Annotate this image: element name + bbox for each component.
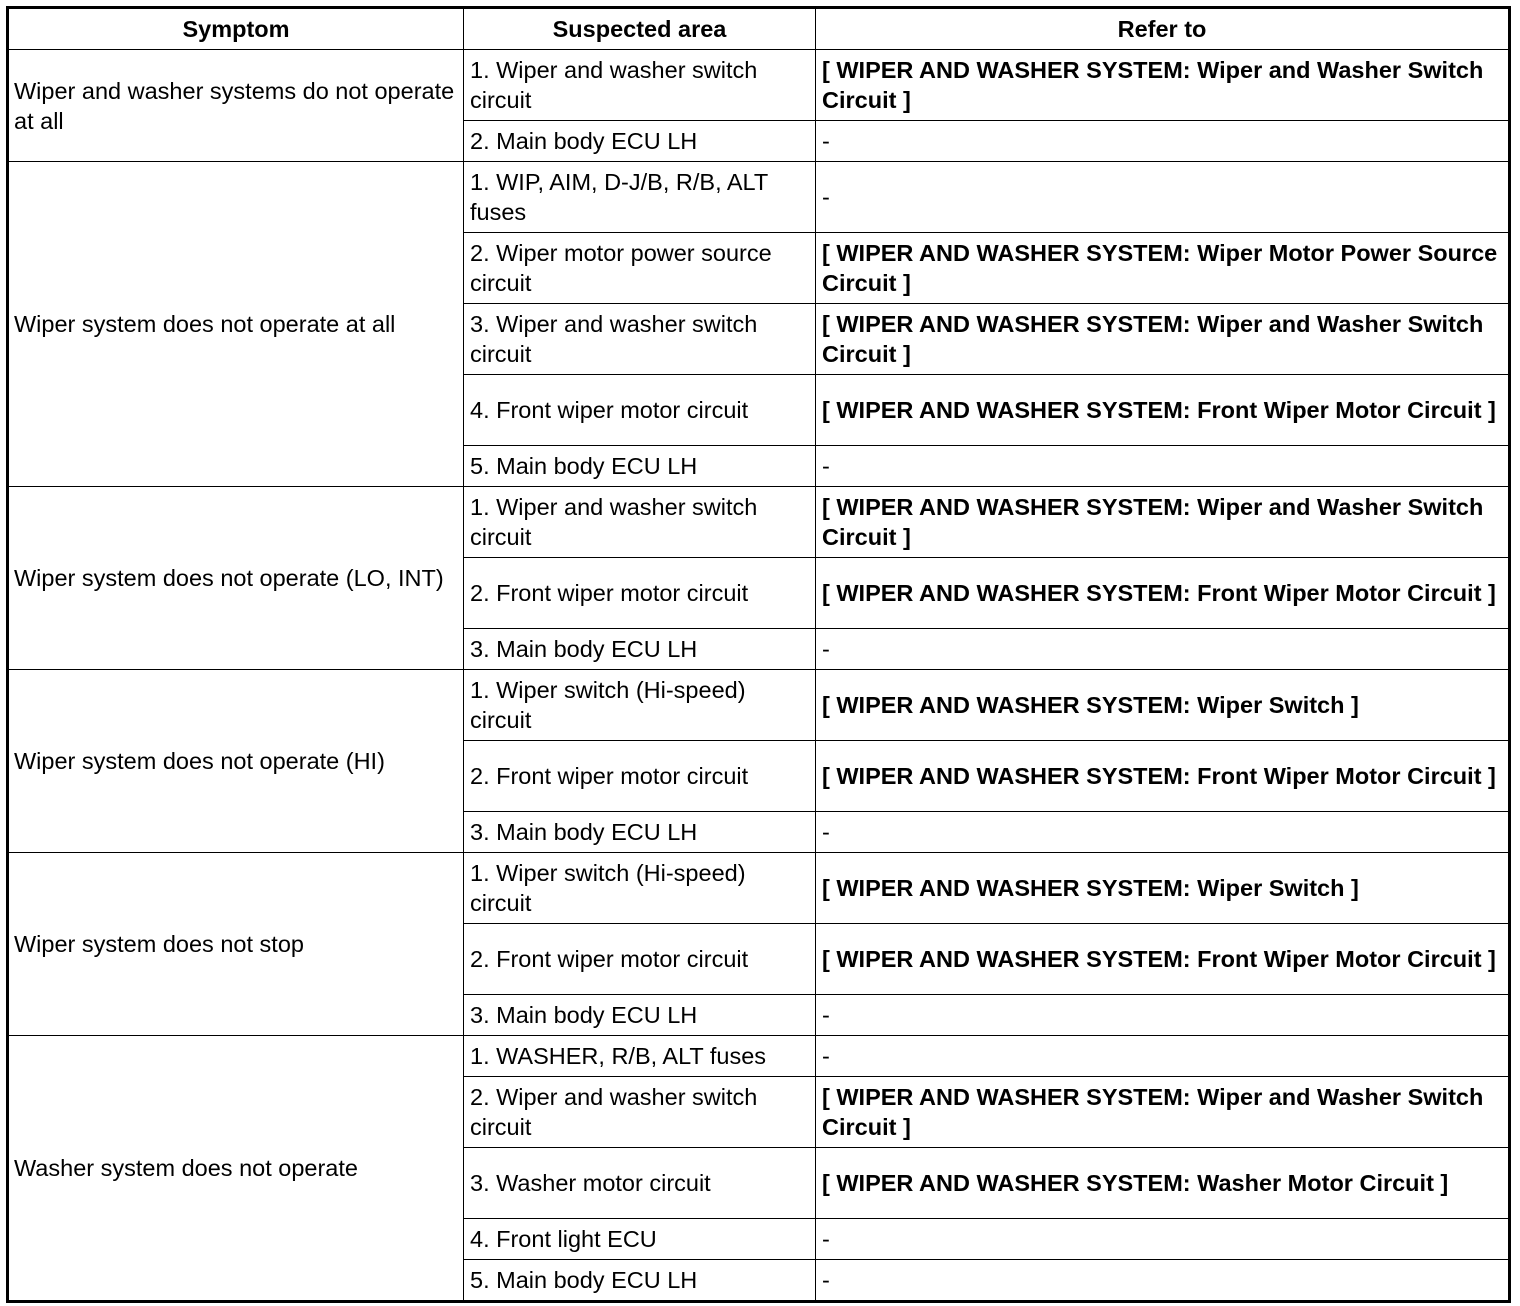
- refer-to-cell: -: [816, 995, 1510, 1036]
- table-row: [8, 1036, 1510, 1077]
- refer-to-cell: -: [816, 629, 1510, 670]
- table-row: [8, 50, 1510, 121]
- suspected-area-cell: 4. Front light ECU: [464, 1219, 816, 1260]
- suspected-area-cell: 1. Wiper switch (Hi-speed) circuit: [464, 853, 816, 924]
- header-row: [8, 8, 1510, 50]
- header-symptom: Symptom: [8, 8, 464, 50]
- symptom-cell: Wiper system does not operate at all: [8, 162, 464, 487]
- suspected-area-cell: 3. Main body ECU LH: [464, 995, 816, 1036]
- troubleshooting-table: [6, 6, 1511, 1303]
- refer-to-link[interactable]: [ WIPER AND WASHER SYSTEM: Front Wiper Motor Circuit ]: [816, 375, 1510, 446]
- refer-to-link[interactable]: [ WIPER AND WASHER SYSTEM: Front Wiper Motor Circuit ]: [816, 741, 1510, 812]
- suspected-area-cell: 3. Main body ECU LH: [464, 812, 816, 853]
- suspected-area-cell: 2. Wiper motor power source circuit: [464, 233, 816, 304]
- refer-to-link[interactable]: [ WIPER AND WASHER SYSTEM: Wiper and Washer Switch Circuit ]: [816, 1077, 1510, 1148]
- suspected-area-cell: 2. Front wiper motor circuit: [464, 741, 816, 812]
- table-row: [8, 670, 1510, 741]
- refer-to-link[interactable]: [ WIPER AND WASHER SYSTEM: Front Wiper Motor Circuit ]: [816, 924, 1510, 995]
- refer-to-cell: -: [816, 1219, 1510, 1260]
- refer-to-link[interactable]: [ WIPER AND WASHER SYSTEM: Washer Motor Circuit ]: [816, 1148, 1510, 1219]
- refer-to-link[interactable]: [ WIPER AND WASHER SYSTEM: Front Wiper Motor Circuit ]: [816, 558, 1510, 629]
- symptom-cell: Washer system does not operate: [8, 1036, 464, 1302]
- suspected-area-cell: 1. Wiper switch (Hi-speed) circuit: [464, 670, 816, 741]
- refer-to-link[interactable]: [ WIPER AND WASHER SYSTEM: Wiper and Washer Switch Circuit ]: [816, 304, 1510, 375]
- symptom-cell: Wiper and washer systems do not operate at all: [8, 50, 464, 162]
- refer-to-link[interactable]: [ WIPER AND WASHER SYSTEM: Wiper Switch ]: [816, 853, 1510, 924]
- refer-to-cell: -: [816, 121, 1510, 162]
- refer-to-link[interactable]: [ WIPER AND WASHER SYSTEM: Wiper and Washer Switch Circuit ]: [816, 487, 1510, 558]
- header-suspected-area: Suspected area: [464, 8, 816, 50]
- refer-to-cell: -: [816, 812, 1510, 853]
- table-row: [8, 853, 1510, 924]
- symptom-cell: Wiper system does not operate (LO, INT): [8, 487, 464, 670]
- refer-to-cell: -: [816, 446, 1510, 487]
- suspected-area-cell: 1. Wiper and washer switch circuit: [464, 487, 816, 558]
- suspected-area-cell: 2. Front wiper motor circuit: [464, 558, 816, 629]
- table-row: [8, 162, 1510, 233]
- suspected-area-cell: 5. Main body ECU LH: [464, 1260, 816, 1302]
- suspected-area-cell: 2. Main body ECU LH: [464, 121, 816, 162]
- table-body: [8, 50, 1510, 1302]
- suspected-area-cell: 1. WIP, AIM, D-J/B, R/B, ALT fuses: [464, 162, 816, 233]
- refer-to-cell: -: [816, 1260, 1510, 1302]
- refer-to-cell: -: [816, 162, 1510, 233]
- suspected-area-cell: 1. WASHER, R/B, ALT fuses: [464, 1036, 816, 1077]
- refer-to-link[interactable]: [ WIPER AND WASHER SYSTEM: Wiper Switch ]: [816, 670, 1510, 741]
- refer-to-cell: -: [816, 1036, 1510, 1077]
- refer-to-link[interactable]: [ WIPER AND WASHER SYSTEM: Wiper and Washer Switch Circuit ]: [816, 50, 1510, 121]
- suspected-area-cell: 4. Front wiper motor circuit: [464, 375, 816, 446]
- header-refer-to: Refer to: [816, 8, 1510, 50]
- symptom-cell: Wiper system does not operate (HI): [8, 670, 464, 853]
- suspected-area-cell: 5. Main body ECU LH: [464, 446, 816, 487]
- troubleshooting-table-wrapper: [6, 6, 1511, 1303]
- symptom-cell: Wiper system does not stop: [8, 853, 464, 1036]
- refer-to-link[interactable]: [ WIPER AND WASHER SYSTEM: Wiper Motor Power Source Circuit ]: [816, 233, 1510, 304]
- table-row: [8, 487, 1510, 558]
- suspected-area-cell: 1. Wiper and washer switch circuit: [464, 50, 816, 121]
- suspected-area-cell: 2. Wiper and washer switch circuit: [464, 1077, 816, 1148]
- suspected-area-cell: 3. Main body ECU LH: [464, 629, 816, 670]
- suspected-area-cell: 2. Front wiper motor circuit: [464, 924, 816, 995]
- suspected-area-cell: 3. Wiper and washer switch circuit: [464, 304, 816, 375]
- suspected-area-cell: 3. Washer motor circuit: [464, 1148, 816, 1219]
